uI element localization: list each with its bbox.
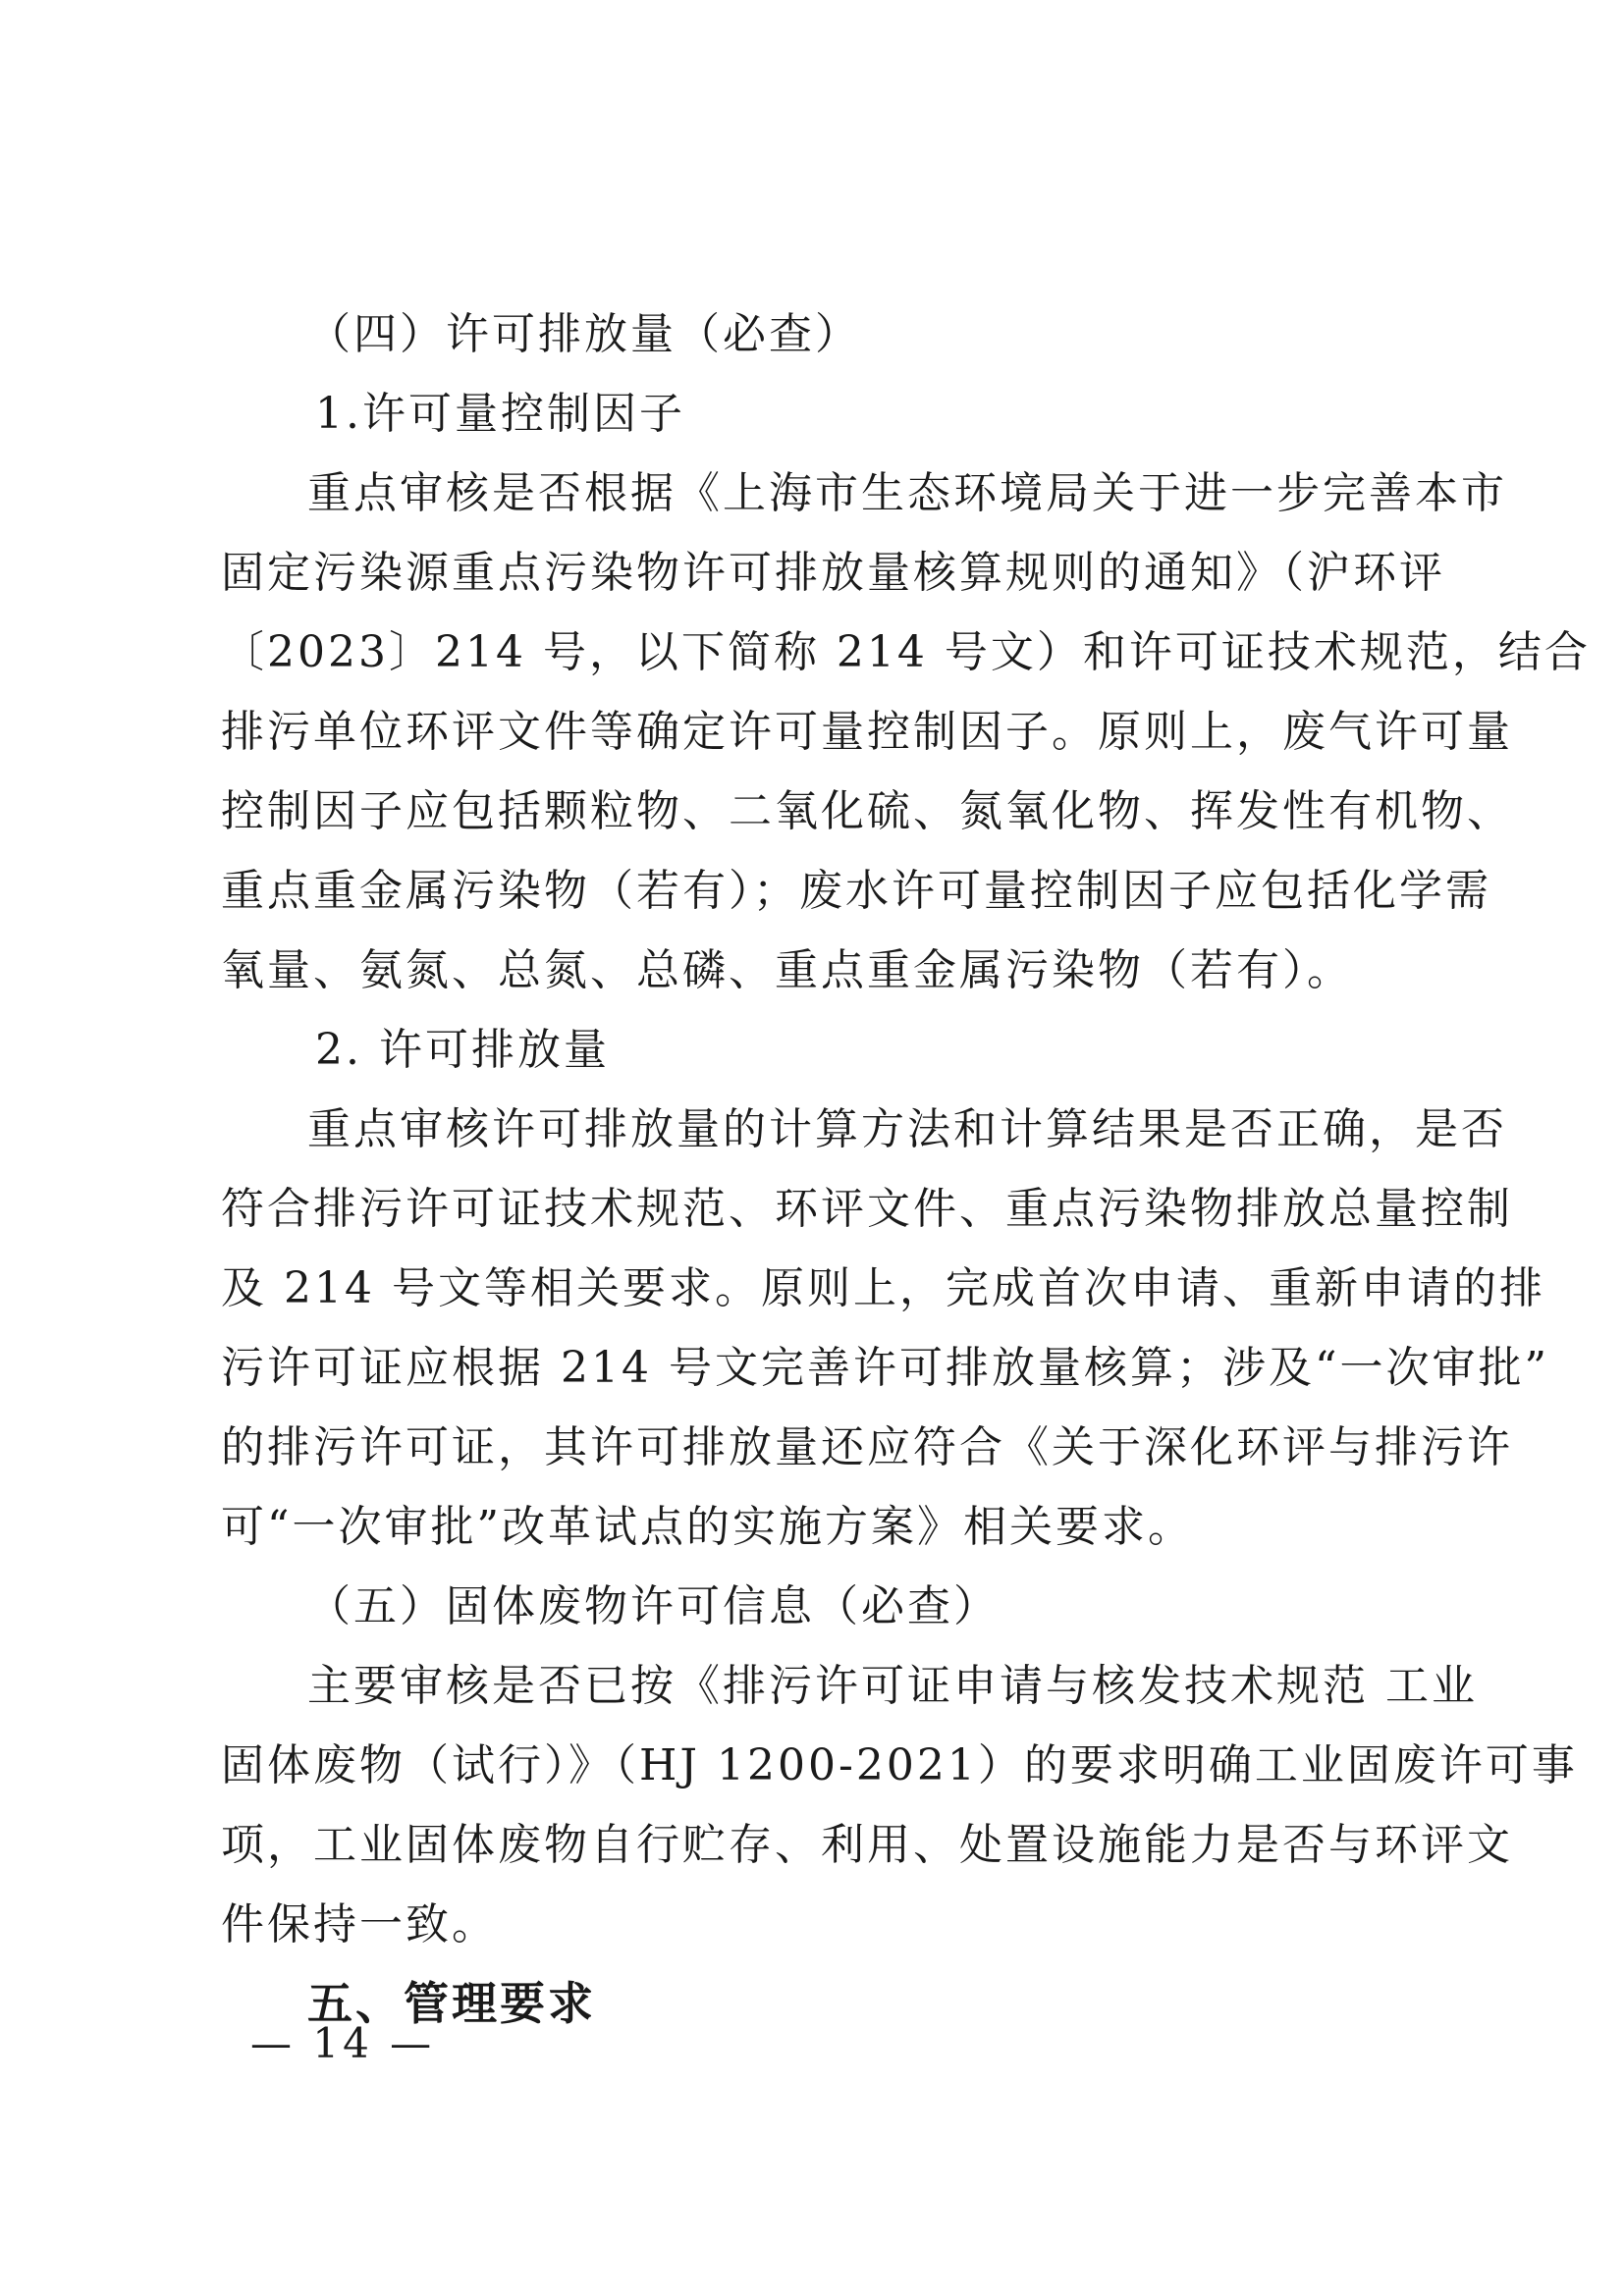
paragraph-line: 项，工业固体废物自行贮存、利用、处置设施能力是否与环评文 — [221, 1820, 1513, 1870]
paragraph-line: 〔2023〕214 号，以下简称 214 号文）和许可证技术规范，结合 — [221, 627, 1591, 677]
paragraph-line: 可“一次审批”改革试点的实施方案》相关要求。 — [221, 1502, 1194, 1552]
paragraph-line: 控制因子应包括颗粒物、二氧化硫、氮氧化物、挥发性有机物、 — [221, 786, 1513, 836]
paragraph-line: 件保持一致。 — [221, 1899, 498, 1949]
paragraph-control-factors — [221, 454, 1591, 1010]
paragraph-line: 固定污染源重点污染物许可排放量核算规则的通知》（沪环评 — [221, 548, 1445, 598]
paragraph-line: 排污单位环评文件等确定许可量控制因子。原则上，废气许可量 — [221, 707, 1513, 757]
item-heading-permitted-emissions: 2. 许可排放量 — [315, 1025, 610, 1075]
page-number: — 14 — — [250, 2019, 436, 2067]
paragraph-line: 及 214 号文等相关要求。原则上，完成首次申请、重新申请的排 — [221, 1263, 1545, 1313]
chapter-heading-management-requirements: 五、管理要求 — [307, 1977, 596, 2030]
paragraph-line: 重点审核许可排放量的计算方法和计算结果是否正确，是否 — [307, 1104, 1507, 1154]
paragraph-line: 符合排污许可证技术规范、环评文件、重点污染物排放总量控制 — [221, 1184, 1513, 1234]
paragraph-line: 污许可证应根据 214 号文完善许可排放量核算；涉及“一次审批” — [221, 1343, 1549, 1393]
paragraph-permitted-emissions — [221, 1090, 1549, 1567]
document-body — [221, 294, 1591, 2044]
paragraph-line: 的排污许可证，其许可排放量还应符合《关于深化环评与排污许 — [221, 1422, 1513, 1472]
section-heading-permitted-emissions: （四）许可排放量（必查） — [307, 309, 861, 359]
paragraph-line: 主要审核是否已按《排污许可证申请与核发技术规范 工业 — [307, 1661, 1478, 1711]
paragraph-line: 氧量、氨氮、总氮、总磷、重点重金属污染物（若有）。 — [221, 945, 1353, 995]
paragraph-line: 重点审核是否根据《上海市生态环境局关于进一步完善本市 — [307, 468, 1507, 518]
section-heading-solid-waste: （五）固体废物许可信息（必查） — [307, 1581, 1000, 1631]
paragraph-solid-waste — [221, 1646, 1578, 1964]
paragraph-line: 固体废物（试行）》（HJ 1200-2021）的要求明确工业固废许可事 — [221, 1740, 1578, 1790]
paragraph-line: 重点重金属污染物（若有）；废水许可量控制因子应包括化学需 — [221, 866, 1491, 916]
item-heading-control-factors: 1.许可量控制因子 — [315, 389, 685, 439]
